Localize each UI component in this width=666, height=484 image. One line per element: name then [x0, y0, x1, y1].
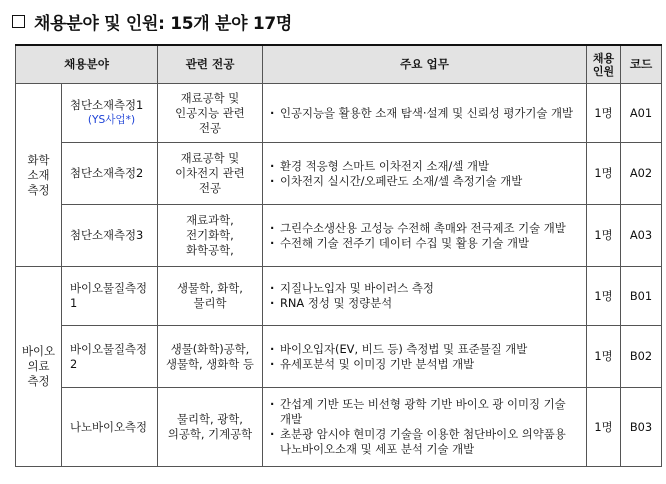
table-row: [16, 267, 662, 326]
count-cell: 1명: [587, 84, 621, 143]
table-row: [16, 326, 662, 388]
major-cell: 생물(화학)공학, 생물학, 생화학 등: [158, 326, 263, 388]
table-row: [16, 388, 662, 467]
code-cell: B01: [621, 267, 662, 326]
duty-cell: [263, 326, 587, 388]
table-row: [16, 205, 662, 267]
major-cell: 재료과학, 전기화학, 화학공학,: [158, 205, 263, 267]
field-name: 첨단소재측정1: [70, 98, 144, 112]
group-biomedical: 바이오 의료 측정: [16, 267, 62, 467]
group-chemistry: 화학 소재 측정: [16, 84, 62, 267]
duty-cell: [263, 205, 587, 267]
field-cell: [62, 84, 158, 143]
major-cell: 물리학, 광학, 의공학, 기계공학: [158, 388, 263, 467]
header-major: 관련 전공: [158, 45, 263, 84]
code-cell: A01: [621, 84, 662, 143]
duty-cell: [263, 84, 587, 143]
field-cell: [62, 326, 158, 388]
duty-item: · 수전해 기술 전주기 데이터 수집 및 활용 기술 개발: [269, 236, 578, 251]
field-note: (YS사업*): [87, 114, 136, 126]
recruitment-table: [15, 44, 662, 467]
header-code: 코드: [621, 45, 662, 84]
duty-item: · 그린수소생산용 고성능 수전해 촉매와 전극제조 기술 개발: [269, 221, 578, 236]
duty-item: · 이차전지 실시간/오페란도 소재/셀 측정기술 개발: [269, 174, 578, 189]
code-cell: B02: [621, 326, 662, 388]
field-name: 바이오물질측정1: [70, 281, 148, 310]
table-header-row: [16, 45, 662, 84]
table-row: [16, 84, 662, 143]
header-field: 채용분야: [16, 45, 158, 84]
field-cell: [62, 143, 158, 205]
count-cell: 1명: [587, 388, 621, 467]
duty-item: · 인공지능을 활용한 소재 탐색·설계 및 신뢰성 평가기술 개발: [269, 106, 578, 121]
duty-item: · 바이오입자(EV, 비드 등) 측정법 및 표준물질 개발: [269, 342, 578, 357]
count-cell: 1명: [587, 143, 621, 205]
major-cell: 재료공학 및 인공지능 관련 전공: [158, 84, 263, 143]
field-name: 바이오물질측정2: [70, 341, 148, 371]
field-name: 첨단소재측정2: [70, 166, 144, 180]
checkbox-square-icon: [12, 15, 25, 28]
duty-item: · 유세포분석 및 이미징 기반 분석법 개발: [269, 357, 578, 372]
duty-item: · 초분광 암시야 현미경 기술을 이용한 첨단바이오 의약품용 나노바이오소재 및 세포 분석 기술 개발: [269, 427, 578, 457]
major-cell: 생물학, 화학, 물리학: [158, 267, 263, 326]
field-cell: [62, 388, 158, 467]
table-row: [16, 143, 662, 205]
duty-cell: [263, 143, 587, 205]
field-cell: [62, 267, 158, 326]
field-name: 나노바이오측정: [70, 419, 148, 434]
header-duty: 주요 업무: [263, 45, 587, 84]
code-cell: B03: [621, 388, 662, 467]
count-cell: 1명: [587, 267, 621, 326]
duty-item: · 지질나노입자 및 바이러스 측정: [269, 281, 578, 296]
section-heading-text: 채용분야 및 인원: 15개 분야 17명: [34, 13, 293, 34]
major-cell: 재료공학 및 이차전지 관련 전공: [158, 143, 263, 205]
code-cell: A02: [621, 143, 662, 205]
duty-item: · 간섭계 기반 또는 비선형 광학 기반 바이오 광 이미징 기술 개발: [269, 397, 578, 427]
header-count: 채용 인원: [587, 45, 621, 84]
duty-item: · 환경 적응형 스마트 이차전지 소재/셀 개발: [269, 159, 578, 174]
duty-item: · RNA 정성 및 정량분석: [269, 296, 578, 311]
section-heading: [12, 8, 292, 34]
field-name: 첨단소재측정3: [70, 228, 144, 242]
field-cell: [62, 205, 158, 267]
duty-cell: [263, 267, 587, 326]
code-cell: A03: [621, 205, 662, 267]
duty-cell: [263, 388, 587, 467]
count-cell: 1명: [587, 326, 621, 388]
count-cell: 1명: [587, 205, 621, 267]
